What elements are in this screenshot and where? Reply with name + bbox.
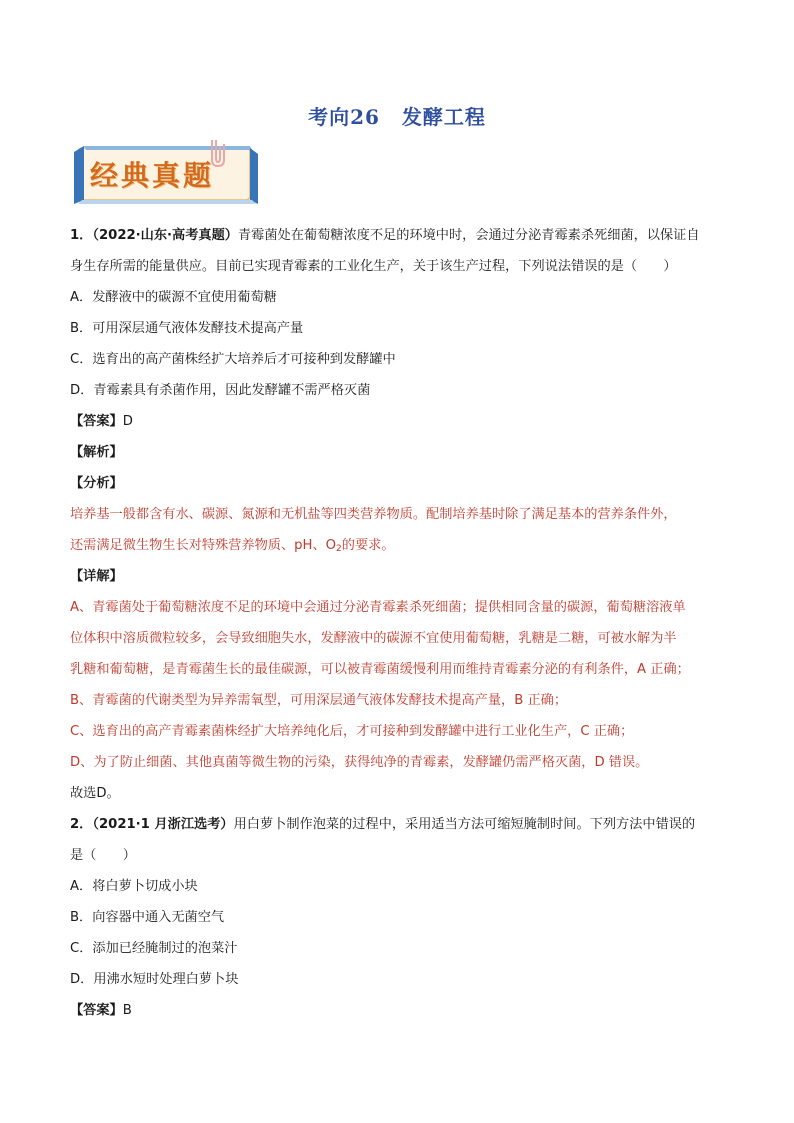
q1-fenxi-line-1: 培养基一般都含有水、碳源、氮源和无机盐等四类营养物质。配制培养基时除了满足基本的营养条件外， [70, 507, 677, 522]
q1-option-c: C．选育出的高产菌株经扩大培养后才可接种到发酵罐中 [70, 352, 396, 367]
q2-option-a: A．将白萝卜切成小块 [70, 879, 198, 894]
q1-detail-line-1: A、青霉菌处于葡萄糖浓度不足的环境中会通过分泌青霉素杀死细菌；提供相同含量的碳源，葡萄糖溶液单 [70, 600, 686, 615]
title-topic-number: 考向26 [308, 105, 380, 129]
q1-number: 1． [70, 228, 93, 243]
q1-xiangjie-label: 【详解】 [70, 569, 123, 584]
q1-answer [70, 406, 724, 437]
q2-option-b: B．向容器中通入无菌空气 [70, 910, 225, 925]
question-1 [70, 220, 724, 809]
q2-stem-text-1: 用白萝卜制作泡菜的过程中，采用适当方法可缩短腌制时间。下列方法中错误的 [233, 817, 696, 832]
q1-fenxi-label: 【分析】 [70, 476, 123, 491]
q1-fenxi-text-b: 的要求。 [341, 538, 395, 553]
q1-jiexi-label: 【解析】 [70, 445, 123, 460]
q1-detail-line-3: 乳糖和葡萄糖，是青霉菌生长的最佳碳源，可以被青霉菌缓慢利用而维持青霉素分泌的有利条件，A 正确； [70, 662, 690, 677]
q2-option-c: C．添加已经腌制过的泡菜汁 [70, 941, 238, 956]
q1-detail-line-2: 位体积中溶质微粒较多，会导致细胞失水，发酵液中的碳源不宜使用葡萄糖，乳糖是二糖，可被水解为半 [70, 631, 677, 646]
q1-fenxi-text-a: 还需满足微生物生长对特殊营养物质、pH、O [70, 538, 337, 553]
q1-option-a: A．发酵液中的碳源不宜使用葡萄糖 [70, 290, 277, 305]
q1-answer-label: 【答案】 [70, 414, 123, 429]
document-body [70, 220, 724, 1026]
q1-conclusion: 故选D。 [70, 786, 120, 801]
q1-fenxi-line-2 [70, 530, 724, 561]
q2-answer [70, 995, 724, 1026]
q2-answer-value: B [122, 1003, 132, 1018]
banner-label: 经典真题 [90, 159, 215, 192]
q1-stem-line-1 [70, 220, 724, 251]
q1-source: （2022·山东·高考真题） [92, 228, 238, 243]
q2-option-d: D．用沸水短时处理白萝卜块 [70, 972, 239, 987]
page-title [0, 101, 794, 130]
q2-stem-line-2: 是（ ） [70, 848, 136, 863]
q2-source: （2021·1 月浙江选考） [92, 817, 234, 832]
question-2 [70, 809, 724, 1026]
title-topic-name: 发酵工程 [401, 105, 486, 129]
q1-stem-text-1: 青霉菌处在葡萄糖浓度不足的环境中时，会通过分泌青霉素杀死细菌，以保证自 [238, 228, 700, 243]
q2-answer-label: 【答案】 [70, 1003, 123, 1018]
section-banner [72, 138, 262, 208]
q1-option-b: B．可用深层通气液体发酵技术提高产量 [70, 321, 304, 336]
q1-stem-line-2: 身生存所需的能量供应。目前已实现青霉素的工业化生产，关于该生产过程，下列说法错误的是（ ） [70, 259, 677, 274]
q1-detail-line-6: D、为了防止细菌、其他真菌等微生物的污染，获得纯净的青霉素，发酵罐仍需严格灭菌，D 错误。 [70, 755, 649, 770]
q2-number: 2． [70, 817, 93, 832]
q1-fenxi-subscript: 2 [336, 544, 342, 554]
q1-answer-value: D [122, 414, 133, 429]
q1-detail-line-5: C、选育出的高产青霉素菌株经扩大培养纯化后，才可接种到发酵罐中进行工业化生产，C 正确； [70, 724, 634, 739]
q1-option-d: D．青霉素具有杀菌作用，因此发酵罐不需严格灭菌 [70, 383, 371, 398]
q1-detail-line-4: B、青霉菌的代谢类型为异养需氧型，可用深层通气液体发酵技术提高产量，B 正确； [70, 693, 568, 708]
q2-stem-line-1 [70, 809, 724, 840]
